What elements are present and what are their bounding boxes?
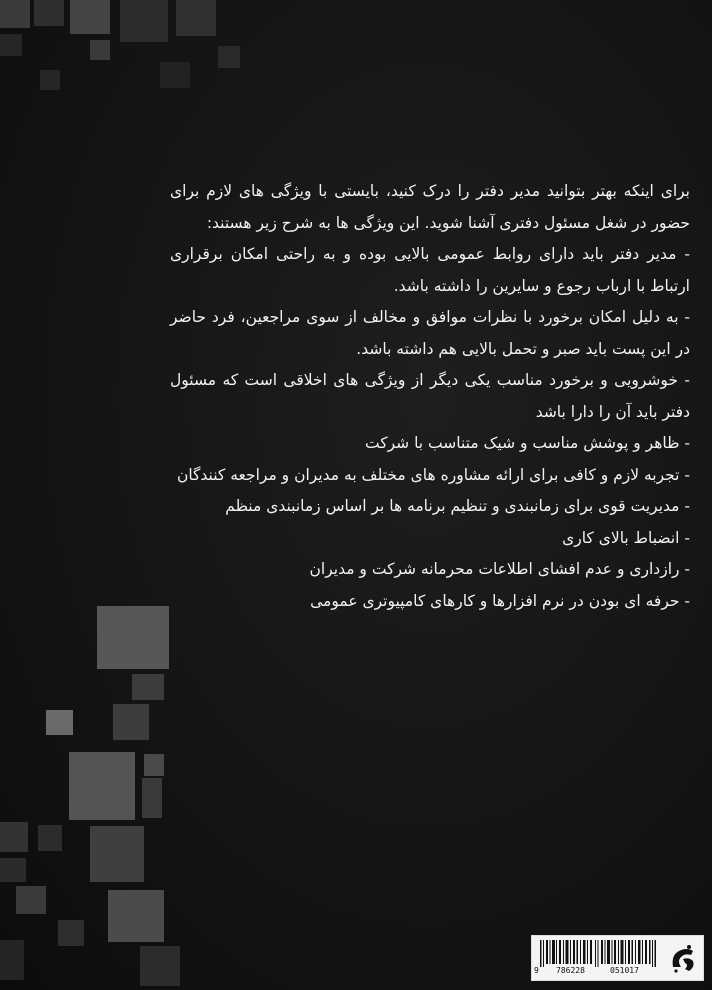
intro-paragraph: برای اینکه بهتر بتوانید مدیر دفتر را درک کنید، بایستی با ویژگی های لازم برای حضور در شغل مسئول دفتری آشنا شوید. این ویژگی ها به شرح زیر هستند: — [170, 182, 690, 232]
decorative-squares-bottom — [0, 600, 200, 990]
publisher-logo — [667, 941, 699, 975]
barcode-digit-first: 9 — [534, 966, 539, 975]
barcode-group-right: 051017 — [610, 966, 639, 975]
list-item: - مدیر دفتر باید دارای روابط عمومی بالایی بوده و به راحتی امکان برقراری ارتباط با ارباب رجوع و سایرین را داشته باشد. — [170, 245, 690, 295]
list-item: - مدیریت قوی برای زمانبندی و تنظیم برنامه ها بر اساس زمانبندی منظم — [225, 497, 690, 515]
barcode-group-left: 786228 — [556, 966, 585, 975]
list-item: - تجربه لازم و کافی برای ارائه مشاوره های مختلف به مدیران و مراجعه کنندگان — [176, 465, 690, 484]
list-item: - انضباط بالای کاری — [562, 528, 690, 547]
barcode-bars — [540, 940, 658, 967]
list-item: - به دلیل امکان برخورد با نظرات موافق و مخالف از سوی مراجعین، فرد حاضر در این پست باید صبر و تحمل بالایی هم داشته باشد. — [170, 308, 690, 358]
list-item: - رازداری و عدم افشای اطلاعات محرمانه شرکت و مدیران — [309, 560, 690, 578]
barcode-box — [531, 935, 704, 981]
decorative-squares-top — [0, 0, 260, 140]
list-item: - ظاهر و پوشش مناسب و شیک متناسب با شرکت — [365, 434, 690, 452]
description-text — [170, 176, 690, 617]
list-item: - خوشرویی و برخورد مناسب یکی دیگر از ویژگی های اخلاقی است که مسئول دفتر باید آن را دارا باشد — [170, 371, 690, 421]
list-item: - حرفه ای بودن در نرم افزارها و کارهای کامپیوتری عمومی — [310, 591, 690, 610]
